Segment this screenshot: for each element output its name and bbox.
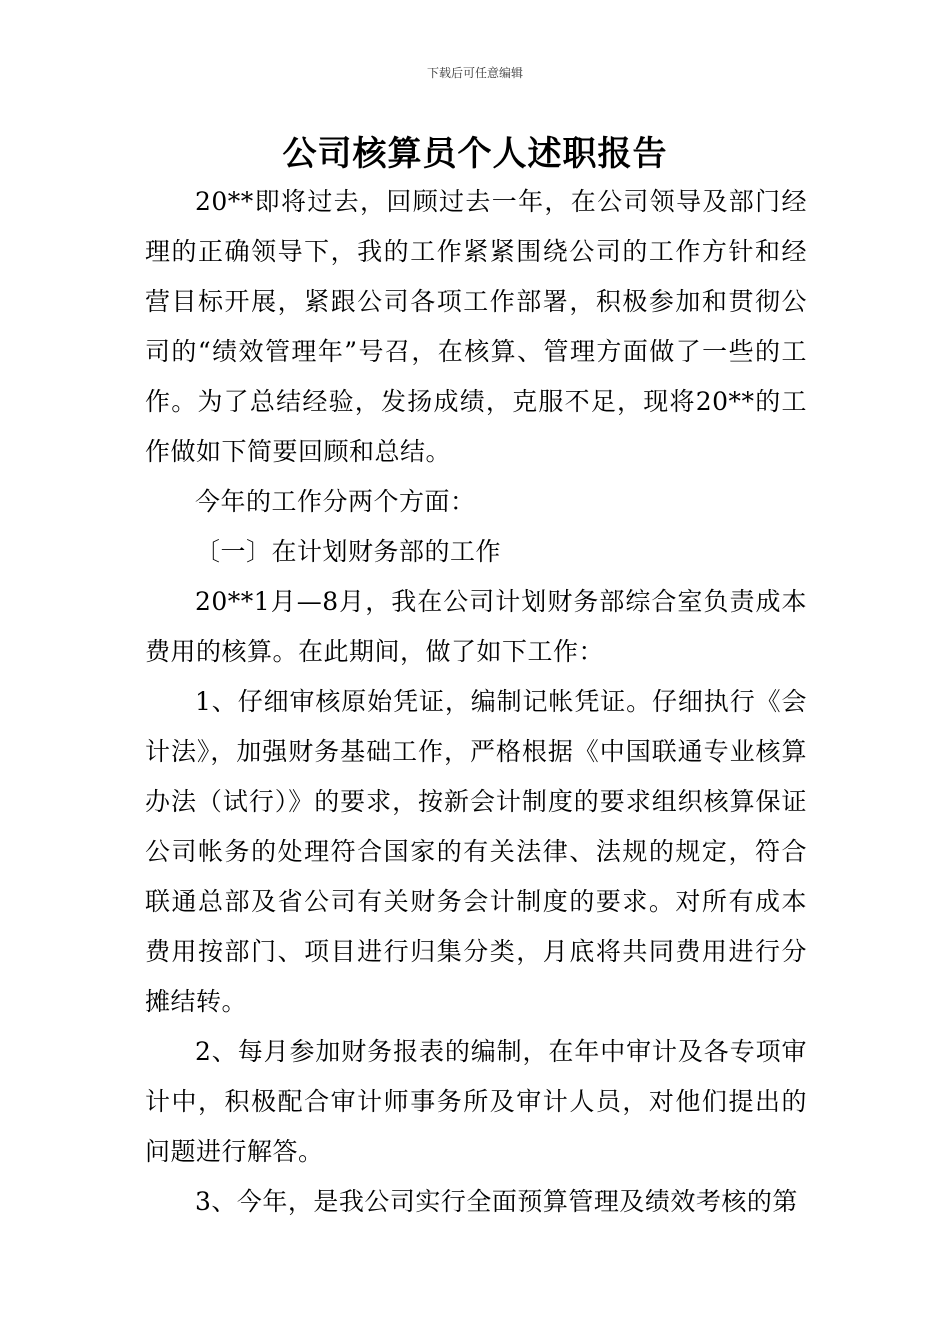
document-title: 公司核算员个人述职报告 — [282, 134, 668, 174]
header-note: 下载后可任意编辑 — [426, 66, 523, 80]
paragraph-intro: 20**即将过去，回顾过去一年，在公司领导及部门经理的正确领导下，我的工作紧紧围绕公司的工作方针和经营目标开展，紧跟公司各项工作部署，积极参加和贯彻公司的“绩效管理年”号召，在核算、管理方面做了一些的工作。为了总结经验，发扬成绩，克服不足，现将20**的工作做如下简要回顾和总结。 — [145, 187, 807, 466]
paragraph-item-3: 3、今年，是我公司实行全面预算管理及绩效考核的第 — [195, 1187, 798, 1216]
paragraph-item-1: 1、仔细审核原始凭证，编制记帐凭证。仔细执行《会计法》，加强财务基础工作，严格根据《中国联通专业核算办法（试行）》的要求，按新会计制度的要求组织核算保证公司帐务的处理符合国家的有关法律、法规的规定，符合联通总部及省公司有关财务会计制度的要求。对所有成本费用按部门、项目进行归集分类，月底将共同费用进行分摊结转。 — [145, 687, 807, 1016]
paragraph-item-2: 2、每月参加财务报表的编制，在年中审计及各专项审计中，积极配合审计师事务所及审计人员，对他们提出的问题进行解答。 — [145, 1037, 807, 1166]
paragraph-period: 20**1月—8月，我在公司计划财务部综合室负责成本费用的核算。在此期间，做了如下工作： — [145, 587, 807, 666]
paragraph-section-heading: 〔一〕在计划财务部的工作 — [195, 537, 502, 566]
document-body — [145, 177, 807, 1227]
paragraph-work-overview: 今年的工作分两个方面： — [195, 487, 476, 516]
